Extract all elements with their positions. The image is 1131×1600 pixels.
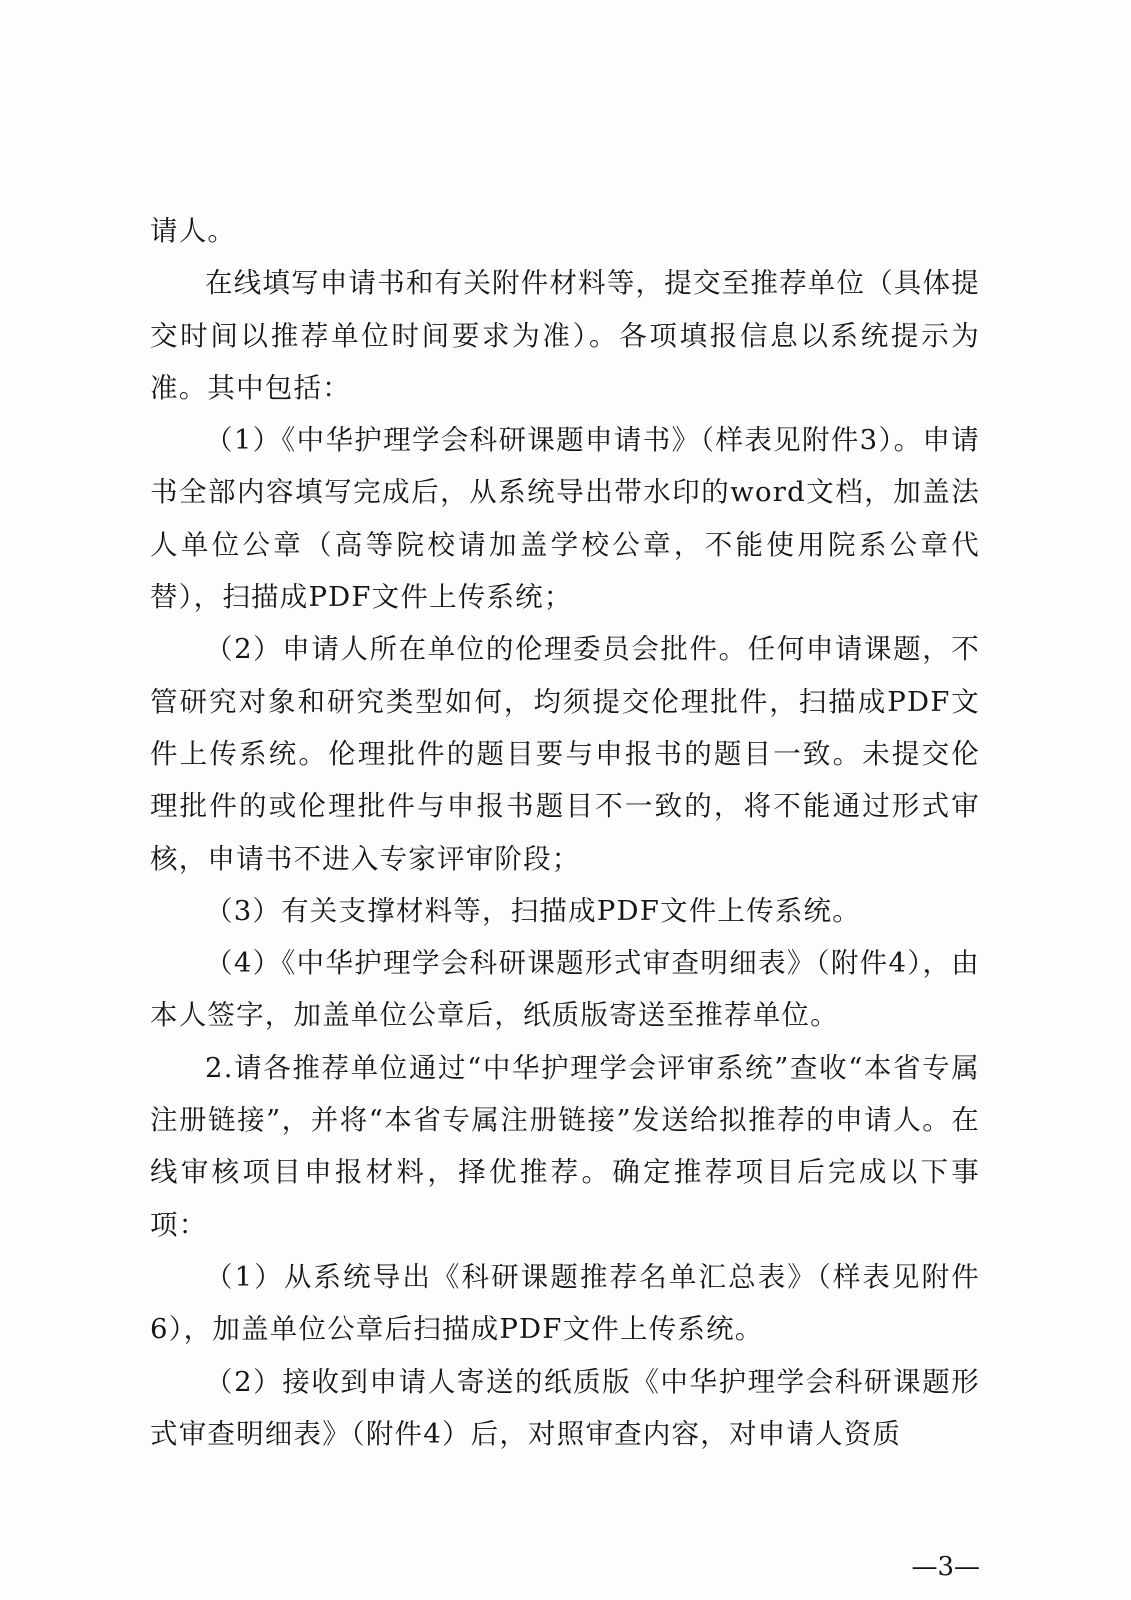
paragraph-item-2: （2）申请人所在单位的伦理委员会批件。任何申请课题，不管研究对象和研究类型如何，均须提交伦理批件，扫描成PDF文件上传系统。伦理批件的题目要与申报书的题目一致。未提交伦理批件的或伦理批件与申报书题目不一致的，将不能通过形式审核，申请书不进入专家评审阶段；: [150, 633, 980, 875]
paragraph-item-1: （1）《中华护理学会科研课题申请书》（样表见附件3）。申请书全部内容填写完成后，从系统导出带水印的word文档，加盖法人单位公章（高等院校请加盖学校公章，不能使用院系公章代替），扫描成PDF文件上传系统；: [150, 424, 980, 614]
paragraph-continuation: 请人。: [150, 215, 237, 247]
paragraph-item-3: （3）有关支撑材料等，扫描成PDF文件上传系统。: [205, 894, 861, 927]
body-text: [150, 205, 980, 1460]
paragraph-online-filling: 在线填写申请书和有关附件材料等，提交至推荐单位（具体提交时间以推荐单位时间要求为准）。各项填报信息以系统提示为准。其中包括：: [150, 267, 980, 404]
page-number: —3—: [911, 1552, 980, 1582]
paragraph-section-2: 2.请各推荐单位通过“中华护理学会评审系统”查收“本省专属注册链接”，并将“本省专属注册链接”发送给拟推荐的申请人。在线审核项目申报材料，择优推荐。确定推荐项目后完成以下事项：: [150, 1051, 980, 1241]
paragraph-item-4: （4）《中华护理学会科研课题形式审查明细表》（附件4），由本人签字，加盖单位公章后，纸质版寄送至推荐单位。: [150, 947, 980, 1032]
paragraph-section-2-item-1: （1）从系统导出《科研课题推荐名单汇总表》（样表见附件6），加盖单位公章后扫描成PDF文件上传系统。: [150, 1260, 980, 1346]
paragraph-section-2-item-2: （2）接收到申请人寄送的纸质版《中华护理学会科研课题形式审查明细表》（附件4）后，对照审查内容，对申请人资质: [150, 1365, 980, 1450]
